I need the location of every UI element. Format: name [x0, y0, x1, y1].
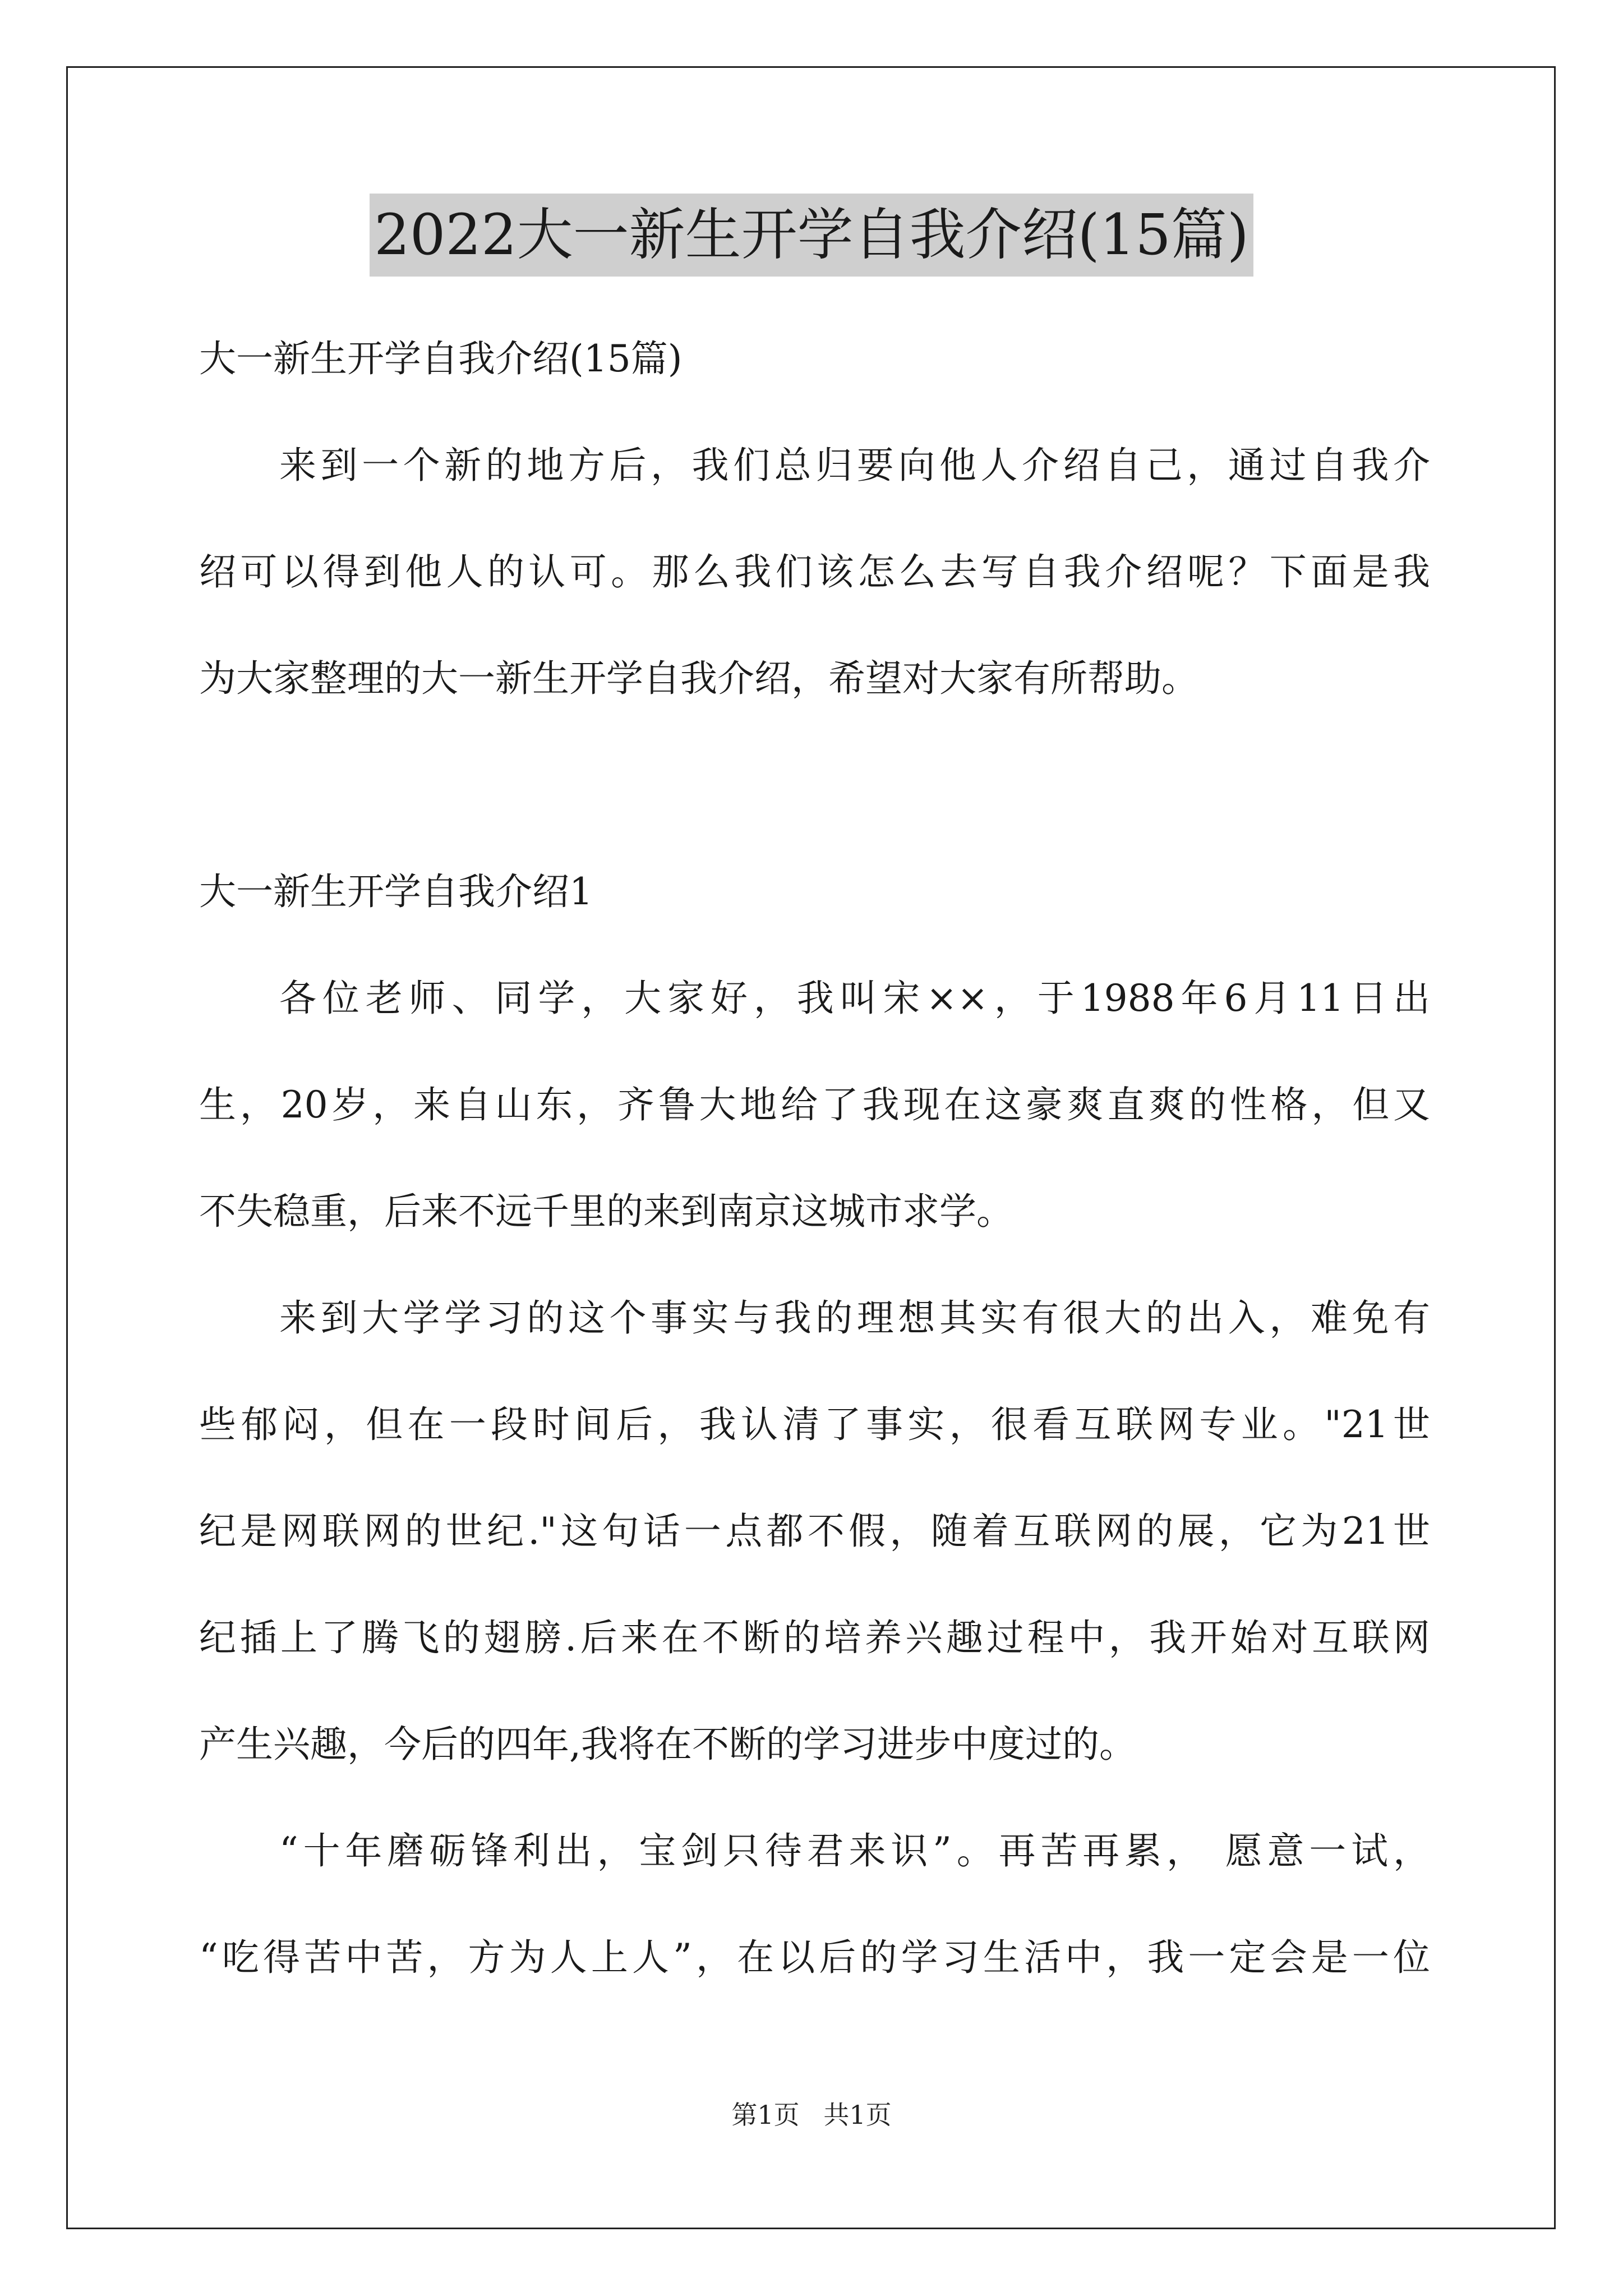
paragraph-line: 为大家整理的大一新生开学自我介绍，希望对大家有所帮助。: [199, 657, 1198, 700]
blank-line: [199, 732, 1430, 839]
paragraph-line: 生，20岁，来自山东，齐鲁大地给了我现在这豪爽直爽的性格，但又: [199, 1083, 1430, 1126]
subtitle-line: 大一新生开学自我介绍(15篇): [199, 337, 683, 380]
paragraph-line: 纪是网联网的世纪."这句话一点都不假，随着互联网的展，它为21世: [199, 1510, 1430, 1553]
paragraph-line: 纪插上了腾飞的翅膀.后来在不断的培养兴趣过程中，我开始对互联网: [199, 1616, 1430, 1659]
paragraph-line: 来到一个新的地方后，我们总归要向他人介绍自己，通过自我介: [279, 444, 1430, 487]
paragraph-line: 不失稳重，后来不远千里的来到南京这城市求学。: [199, 1190, 1013, 1233]
page-number: 第1页: [731, 2100, 800, 2130]
paragraph-line: 产生兴趣，今后的四年,我将在不断的学习进步中度过的。: [199, 1723, 1136, 1766]
document-title: 2022大一新生开学自我介绍(15篇): [370, 194, 1253, 277]
page-footer: [0, 2098, 1623, 2132]
section-heading: 大一新生开学自我介绍1: [199, 870, 593, 913]
paragraph-line: “十年磨砺锋利出，宝剑只待君来识”。再苦再累， 愿意一试，: [279, 1829, 1430, 1872]
paragraph-line: 各位老师、同学，大家好，我叫宋××，于1988年6月11日出: [279, 977, 1430, 1020]
paragraph-line: 些郁闷，但在一段时间后，我认清了事实，很看互联网专业。"21世: [199, 1403, 1430, 1446]
paragraph-line: 绍可以得到他人的认可。那么我们该怎么去写自我介绍呢？下面是我: [199, 550, 1430, 593]
document-body: [199, 306, 1430, 2011]
paragraph-line: 来到大学学习的这个事实与我的理想其实有很大的出入，难免有: [279, 1296, 1430, 1340]
paragraph-line: “吃得苦中苦，方为人上人”，在以后的学习生活中，我一定会是一位: [199, 1936, 1430, 1979]
title-container: [0, 194, 1623, 277]
page-total: 共1页: [823, 2100, 892, 2130]
